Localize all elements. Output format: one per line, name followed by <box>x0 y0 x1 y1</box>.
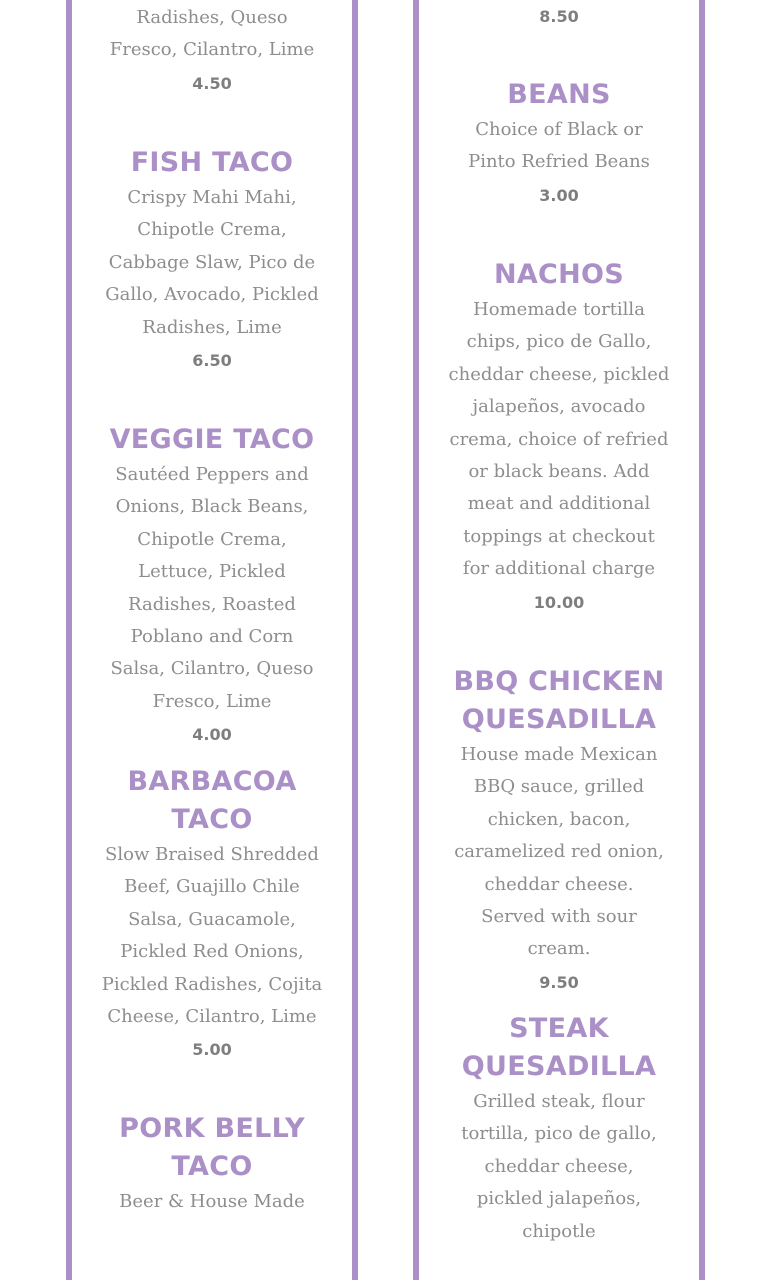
menu-item-description: Grilled steak, flour tortilla, pico de gallo, cheddar cheese, pickled jalapeños, chipotle <box>461 1091 657 1242</box>
menu-column-left <box>66 0 358 1280</box>
menu-item-title: BEANS <box>507 79 611 110</box>
menu-item-description: Beer & House Made <box>119 1191 305 1212</box>
menu-item-description: Radishes, Queso Fresco, Cilantro, Lime <box>109 7 315 61</box>
menu-item-price: 3.00 <box>539 185 579 205</box>
menu-item-price: 5.00 <box>192 1040 232 1060</box>
menu-item-title: BBQ CHICKEN QUESADILLA <box>453 666 665 735</box>
menu-item-title: PORK BELLY TACO <box>119 1113 305 1182</box>
menu-item-description: House made Mexican BBQ sauce, grilled chicken, bacon, caramelized red onion, cheddar cheese. Served with sour cream. <box>454 744 664 960</box>
menu-item-price: 4.50 <box>192 73 232 93</box>
menu-item-price: 4.00 <box>192 725 232 745</box>
menu-item-description: Homemade tortilla chips, pico de Gallo, cheddar cheese, pickled jalapeños, avocado crema, choice of refried or black beans. Add meat and additional toppings at checkout for additional charge <box>448 299 670 580</box>
menu-item-title: NACHOS <box>493 259 625 290</box>
menu-item-title: FISH TACO <box>130 147 294 178</box>
menu-item-price: 10.00 <box>533 592 585 612</box>
menu-item-title: STEAK QUESADILLA <box>461 1013 657 1082</box>
menu-item-beans <box>419 76 699 213</box>
menu-item-partial <box>419 0 699 34</box>
menu-item-bbq-chicken-quesadilla <box>419 663 699 1000</box>
menu-item-partial <box>72 2 352 101</box>
menu-item-description: Sautéed Peppers and Onions, Black Beans, Chipotle Crema, Lettuce, Pickled Radishes, Roasted Poblano and Corn Salsa, Cilantro, Queso Fresco, Lime <box>110 464 314 712</box>
menu-item-veggie-taco <box>72 421 352 752</box>
menu-item-description: Choice of Black or Pinto Refried Beans <box>468 119 650 173</box>
menu-item-steak-quesadilla <box>419 1010 699 1248</box>
menu-item-description: Slow Braised Shredded Beef, Guajillo Chile Salsa, Guacamole, Pickled Red Onions, Pickled Radishes, Cojita Cheese, Cilantro, Lime <box>101 844 323 1028</box>
menu-item-barbacoa-taco <box>72 763 352 1067</box>
menu-item-pork-belly-taco <box>72 1110 352 1218</box>
menu-column-right <box>413 0 705 1280</box>
menu-item-nachos <box>419 256 699 620</box>
menu-item-price: 9.50 <box>539 972 579 992</box>
menu-item-title: BARBACOA TACO <box>127 766 297 835</box>
menu-item-description: Crispy Mahi Mahi, Chipotle Crema, Cabbage Slaw, Pico de Gallo, Avocado, Pickled Radishes, Lime <box>105 187 319 338</box>
menu-item-title: VEGGIE TACO <box>109 424 315 455</box>
menu-item-price: 8.50 <box>539 7 579 26</box>
menu-item-fish-taco <box>72 144 352 378</box>
menu-item-price: 6.50 <box>192 351 232 371</box>
